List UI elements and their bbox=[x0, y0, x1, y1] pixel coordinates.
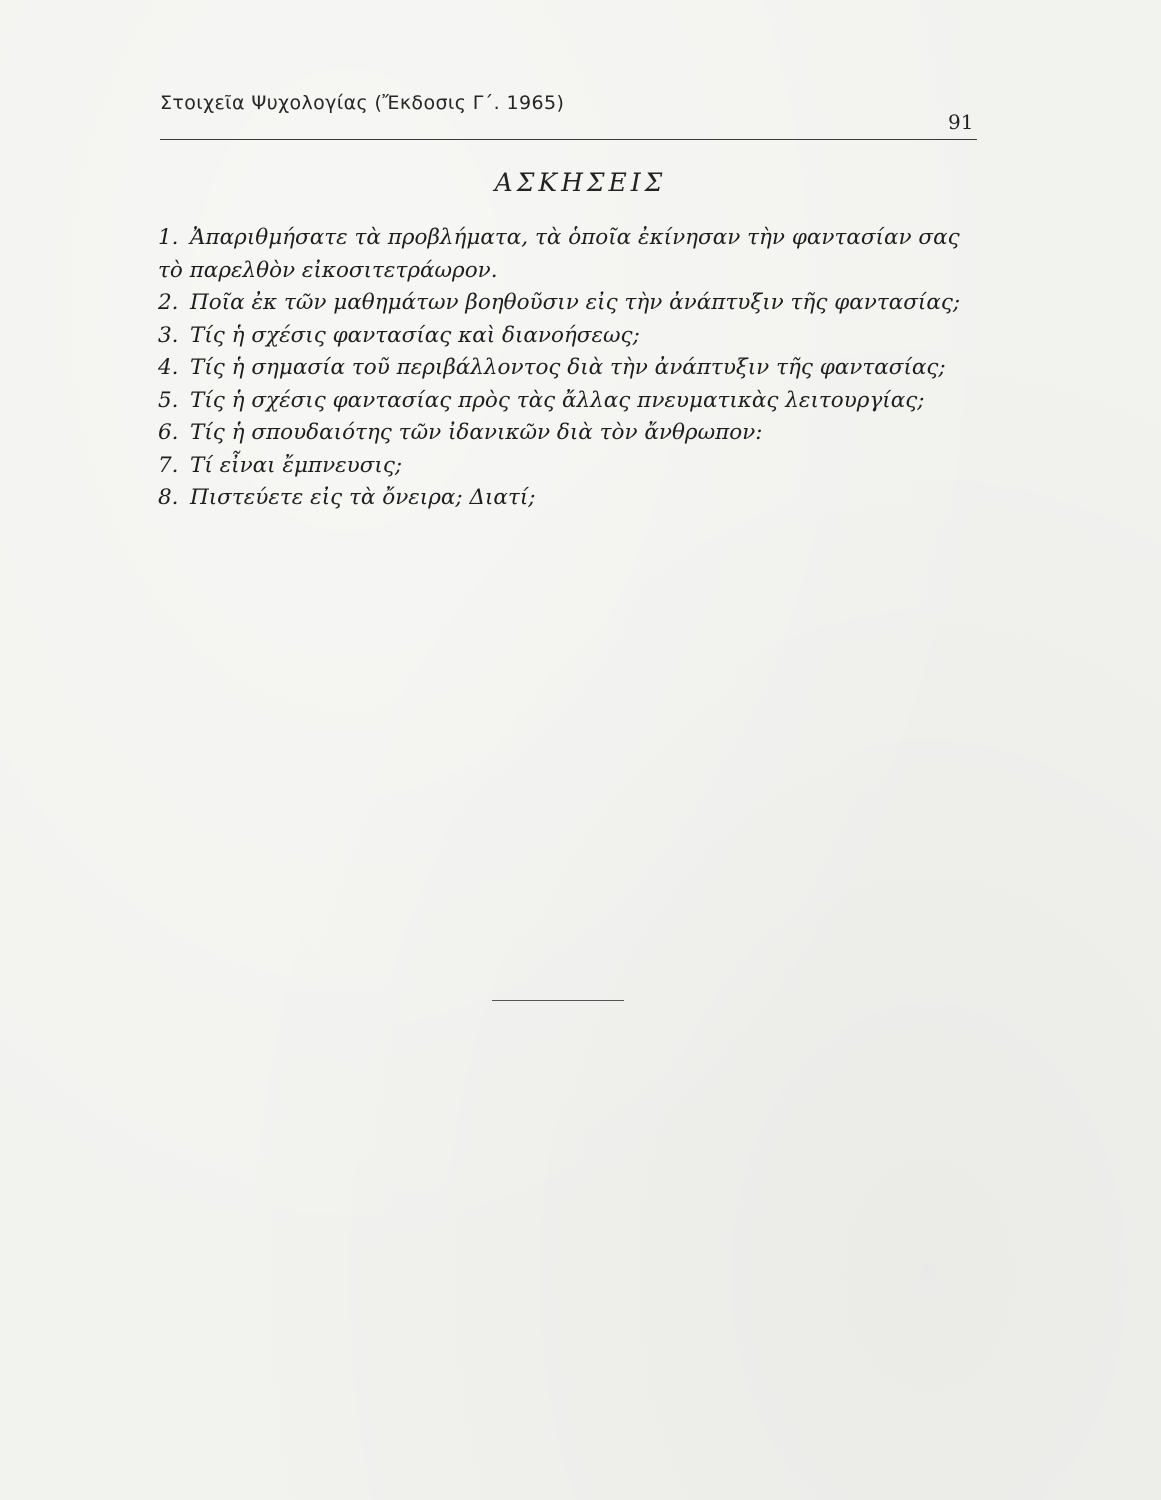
exercise-number: 1. bbox=[158, 225, 179, 250]
exercise-number: 6. bbox=[158, 420, 179, 445]
exercise-item bbox=[158, 482, 980, 515]
exercise-item bbox=[158, 320, 980, 353]
page-number: 91 bbox=[948, 110, 974, 134]
exercise-text: Ἀπαριθμήσατε τὰ προβλήματα, τὰ ὁποῖα ἐκίνησαν τὴν φαντασίαν σας τὸ παρελθὸν εἰκοσιτετράωρον. bbox=[158, 225, 960, 283]
exercise-item bbox=[158, 450, 980, 483]
exercise-item bbox=[158, 352, 980, 385]
exercise-item bbox=[158, 287, 980, 320]
exercise-text: Πιστεύετε εἰς τὰ ὄνειρα; Διατί; bbox=[190, 485, 536, 510]
exercise-item bbox=[158, 385, 980, 418]
exercise-number: 2. bbox=[158, 290, 179, 315]
exercise-text: Τίς ἡ σπουδαιότης τῶν ἰδανικῶν διὰ τὸν ἄνθρωπον: bbox=[190, 420, 763, 445]
exercise-item bbox=[158, 417, 980, 450]
exercise-text: Τί εἶναι ἔμπνευσις; bbox=[190, 452, 403, 478]
exercise-number: 7. bbox=[158, 452, 179, 478]
exercise-list bbox=[158, 222, 980, 515]
exercise-text: Τίς ἡ σχέσις φαντασίας πρὸς τὰς ἄλλας πνευματικὰς λειτουργίας; bbox=[190, 387, 925, 413]
header-rule bbox=[160, 139, 977, 140]
exercise-text: Τίς ἡ σχέσις φαντασίας καὶ διανοήσεως; bbox=[190, 322, 640, 348]
closing-rule bbox=[492, 1000, 624, 1001]
running-head: Στοιχεῖα Ψυχολογίας (Ἔκδοσις Γ΄. 1965) bbox=[160, 92, 565, 114]
exercise-item bbox=[158, 222, 980, 287]
section-title: ΑΣΚΗΣΕΙΣ bbox=[494, 168, 667, 197]
exercise-number: 8. bbox=[158, 485, 179, 510]
exercise-number: 5. bbox=[158, 387, 179, 413]
exercise-number: 3. bbox=[158, 322, 179, 348]
exercise-text: Τίς ἡ σημασία τοῦ περιβάλλοντος διὰ τὴν ἀνάπτυξιν τῆς φαντασίας; bbox=[190, 355, 946, 380]
exercise-text: Ποῖα ἐκ τῶν μαθημάτων βοηθοῦσιν εἰς τὴν ἀνάπτυξιν τῆς φαντασίας; bbox=[190, 290, 961, 315]
exercise-number: 4. bbox=[158, 355, 179, 380]
